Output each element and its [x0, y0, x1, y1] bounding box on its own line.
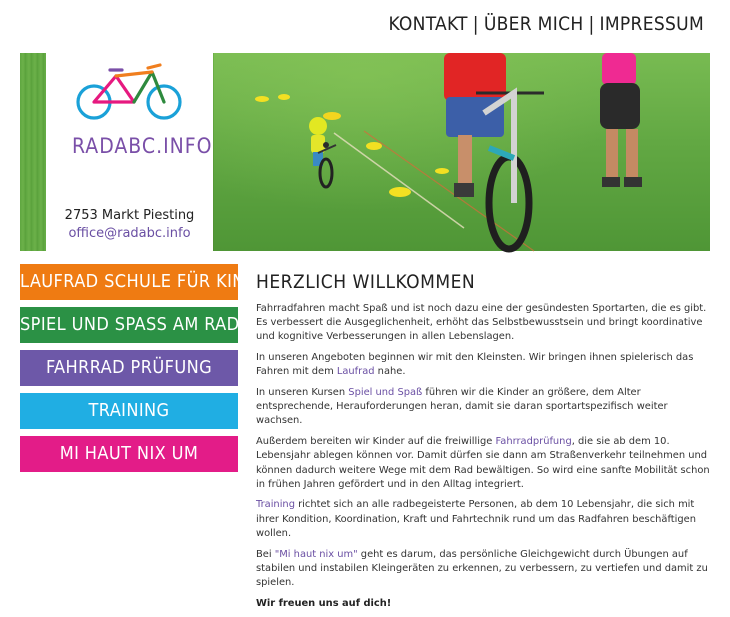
paragraph-text: Bei [256, 548, 275, 560]
nav-link-impressum[interactable]: IMPRESSUM [599, 13, 704, 35]
link-laufrad[interactable]: Laufrad [336, 366, 375, 378]
address-text: 2753 Markt Piesting [64, 208, 195, 223]
intro-paragraph: Fahrradfahren macht Spaß und ist noch dazu eine der gesündesten Sportarten, die es gibt. Es verbessert die Ausgeglichenheit, erhöht das Selbstbewusstsein und bringt koordinative und kognitive Verbesserungen in allen Lebenslagen. [256, 303, 707, 343]
hero-photo [214, 53, 710, 251]
paragraph-text: In unseren Angeboten beginnen wir mit den Kleinsten. Wir bringen ihnen spielerisch das Fahren mit dem [256, 352, 694, 378]
menu-item-fahrrad-pruefung[interactable]: FAHRRAD PRÜFUNG [20, 350, 238, 386]
nav-separator: | [588, 13, 595, 35]
bicycle-logo-icon[interactable] [72, 62, 190, 122]
paragraph-text: führen wir die Kinder an größere, dem Alter entsprechende, Herauforderungen heran, damit sie daran sportartspezifisch weiter wachsen. [256, 387, 668, 427]
paragraph-text: In unseren Kursen [256, 387, 349, 399]
link-mi-haut-nix-um[interactable]: "Mi haut nix um" [274, 548, 358, 560]
paragraph-text: , die sie ab dem 10. Lebensjahr ablegen können vor. Damit dürfen sie dann am Straßenverkehr teilnehmen und können dadurch weitere Wege mit dem Rad bewältigen. So wird eine sanfte Mobilität schon in frühen Jahren gefördert und in den Alltag integriert. [256, 436, 710, 490]
page-title: HERZLICH WILLKOMMEN [256, 271, 476, 293]
menu-item-mi-haut-nix-um[interactable]: MI HAUT NIX UM [20, 436, 238, 472]
menu-item-spiel-und-spass[interactable]: SPIEL UND SPASS AM RAD [20, 307, 238, 343]
spiel-paragraph [256, 386, 716, 429]
nav-link-ueber-mich[interactable]: ÜBER MICH [483, 13, 584, 35]
menu-item-training[interactable]: TRAINING [20, 393, 238, 429]
link-spiel-und-spass[interactable]: Spiel und Spaß [348, 387, 423, 399]
menu-item-laufrad-schule[interactable]: LAUFRAD SCHULE FÜR KINDER [20, 264, 238, 300]
paragraph-text: Außerdem bereiten wir Kinder auf die freiwillige [256, 436, 496, 448]
course-menu [20, 264, 280, 479]
pruefung-paragraph [256, 435, 716, 492]
paragraph-text: nahe. [374, 366, 406, 378]
nav-separator: | [472, 13, 479, 35]
brand-name: RADABC.INFO [72, 134, 213, 158]
training-paragraph [256, 498, 716, 541]
paragraph-text: geht es darum, das persönliche Gleichgewicht durch Übungen auf stabilen und instabilen Kleingeräten zu erkennen, zu verbessern, zu vertiefen und damit zu spielen. [256, 548, 708, 588]
laufrad-paragraph [256, 351, 716, 379]
grass-strip [20, 53, 46, 251]
hero-photo-illustration [214, 53, 710, 251]
nav-link-kontakt[interactable]: KONTAKT [388, 13, 468, 35]
main-content [256, 270, 716, 617]
link-training[interactable]: Training [256, 499, 295, 511]
email-link[interactable]: office@radabc.info [68, 226, 191, 241]
mi-haut-nix-um-paragraph [256, 548, 716, 591]
link-fahrradpruefung[interactable]: Fahrradprüfung [495, 436, 572, 448]
top-navigation [388, 13, 704, 35]
paragraph-text: richtet sich an alle radbegeisterte Personen, ab dem 10 Lebensjahr, die sich mit ihrer Kondition, Koordination, Kraft und Fahrtechnik rund um das Radfahren beschäftigen wollen. [256, 499, 696, 539]
closing-text: Wir freuen uns auf dich! [256, 597, 392, 609]
